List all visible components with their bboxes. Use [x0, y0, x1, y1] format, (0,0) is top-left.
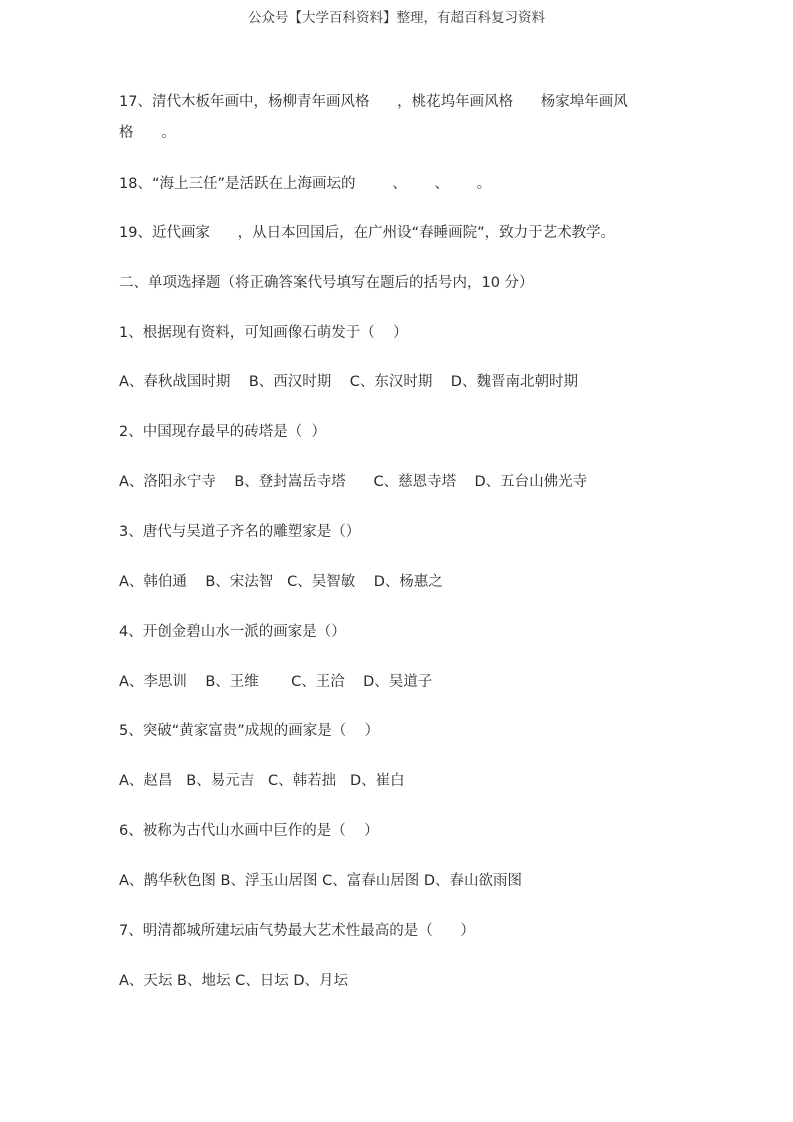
question-17-line-2: 格 。 [119, 125, 176, 141]
section-heading: 二、单项选择题（将正确答案代号填写在题后的括号内，10 分） [119, 275, 534, 291]
mc-options-2: A、洛阳永宁寺 B、登封嵩岳寺塔 C、慈恩寺塔 D、五台山佛光寺 [119, 474, 588, 490]
mc-options-4: A、李思训 B、王维 C、王洽 D、吴道子 [119, 674, 433, 690]
question-18: 18、“海上三任”是活跃在上海画坛的 、 、 。 [119, 176, 492, 192]
mc-question-1: 1、根据现有资料，可知画像石萌发于（ ） [119, 325, 408, 341]
mc-question-3: 3、唐代与吴道子齐名的雕塑家是（） [119, 524, 361, 540]
question-17-line-1: 17、清代木板年画中，杨柳青年画风格 ，桃花坞年画风格 杨家埠年画风 [119, 94, 628, 110]
mc-options-3: A、韩伯通 B、宋法智 C、吴智敏 D、杨惠之 [119, 574, 443, 590]
question-19: 19、近代画家 ，从日本回国后，在广州设“春睡画院”，致力于艺术教学。 [119, 225, 616, 241]
mc-question-7: 7、明清都城所建坛庙气势最大艺术性最高的是（ ） [119, 923, 475, 939]
mc-question-5: 5、突破“黄家富贵”成规的画家是（ ） [119, 723, 380, 739]
mc-options-5: A、赵昌 B、易元吉 C、韩若拙 D、崔白 [119, 773, 405, 789]
mc-question-6: 6、被称为古代山水画中巨作的是（ ） [119, 823, 379, 839]
page-header: 公众号【大学百科资料】整理，有超百科复习资料 [248, 10, 545, 26]
mc-question-2: 2、中国现存最早的砖塔是（ ） [119, 424, 326, 440]
mc-options-7: A、天坛 B、地坛 C、日坛 D、月坛 [119, 973, 348, 989]
mc-options-1: A、春秋战国时期 B、西汉时期 C、东汉时期 D、魏晋南北朝时期 [119, 374, 578, 390]
mc-question-4: 4、开创金碧山水一派的画家是（） [119, 624, 346, 640]
mc-options-6: A、鹊华秋色图 B、浮玉山居图 C、富春山居图 D、春山欲雨图 [119, 873, 522, 889]
